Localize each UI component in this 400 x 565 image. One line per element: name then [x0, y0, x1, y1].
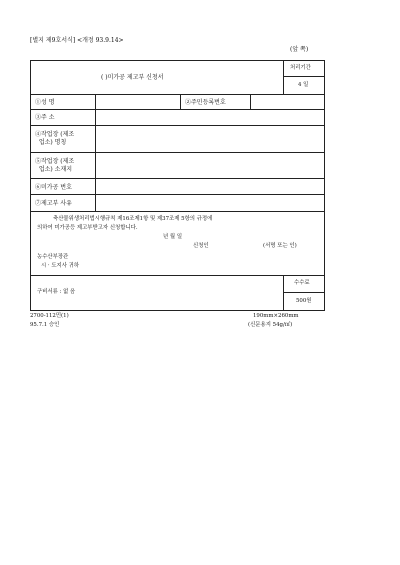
resident-number-field[interactable]: [250, 95, 324, 109]
name-label: ①성 명: [35, 99, 55, 106]
attachments-label: 구비서류 : 없 음: [37, 289, 76, 295]
workplace-name-row: [31, 126, 324, 153]
recipient-governor: 시 · 도지사 귀하: [41, 263, 80, 269]
product-label: ⑥미가공 번호: [35, 184, 72, 191]
statement-line-1: 축산물위생처리법시행규칙 제16조제1항 및 제37조제 5항의 규정에: [53, 216, 213, 222]
workplace-location-field[interactable]: [95, 153, 324, 178]
recipient-minister: 농수산부장관: [37, 254, 69, 260]
name-field[interactable]: [95, 95, 180, 109]
processing-period-label: 처리기간: [290, 65, 311, 71]
processing-period-value: 4 일: [298, 82, 309, 88]
fee-row: [31, 276, 324, 310]
application-form: [30, 60, 325, 311]
footer-approval: 95.7.1 승인: [30, 322, 60, 328]
signature-note: (서명 또는 인): [263, 243, 297, 249]
workplace-name-field[interactable]: [95, 126, 324, 152]
product-field[interactable]: [95, 179, 324, 194]
workplace-location-row: [31, 153, 324, 179]
statement-line-2: 의하여 미가공등 제고부받고자 신청합니다.: [37, 225, 138, 231]
title-row: [31, 61, 324, 95]
form-number: [별지 제9호서식] <개정 93.9.14>: [30, 37, 124, 44]
product-row: [31, 179, 324, 195]
address-field[interactable]: [95, 110, 324, 125]
resident-number-label: ②주민등록번호: [185, 99, 226, 106]
reason-label: ⑦제고부 사유: [35, 200, 72, 207]
footer-paper: (신문용지 54g/㎡): [248, 322, 293, 328]
name-row: [31, 95, 324, 110]
fee-value: 500원: [296, 298, 312, 304]
footer-size: 190mm×260mm: [253, 313, 299, 319]
statement-block: [31, 212, 324, 276]
fee-label: 수수료: [294, 280, 310, 286]
reason-row: [31, 195, 324, 212]
workplace-location-label: ⑤작업장 (제조 업소) 소재지: [35, 158, 75, 173]
address-row: [31, 110, 324, 126]
page-side-note: (앞 쪽): [290, 46, 309, 53]
date-line: 년 월 일: [163, 234, 183, 240]
footer-code: 2700-112민(1): [30, 313, 69, 319]
address-label: ③주 소: [35, 114, 55, 121]
reason-field[interactable]: [95, 195, 324, 211]
workplace-name-label: ④작업장 (제조 업소) 명칭: [35, 131, 75, 146]
form-title: ( )미가공 제고부 신청서: [101, 74, 164, 81]
applicant-label: 신청인: [193, 243, 209, 249]
